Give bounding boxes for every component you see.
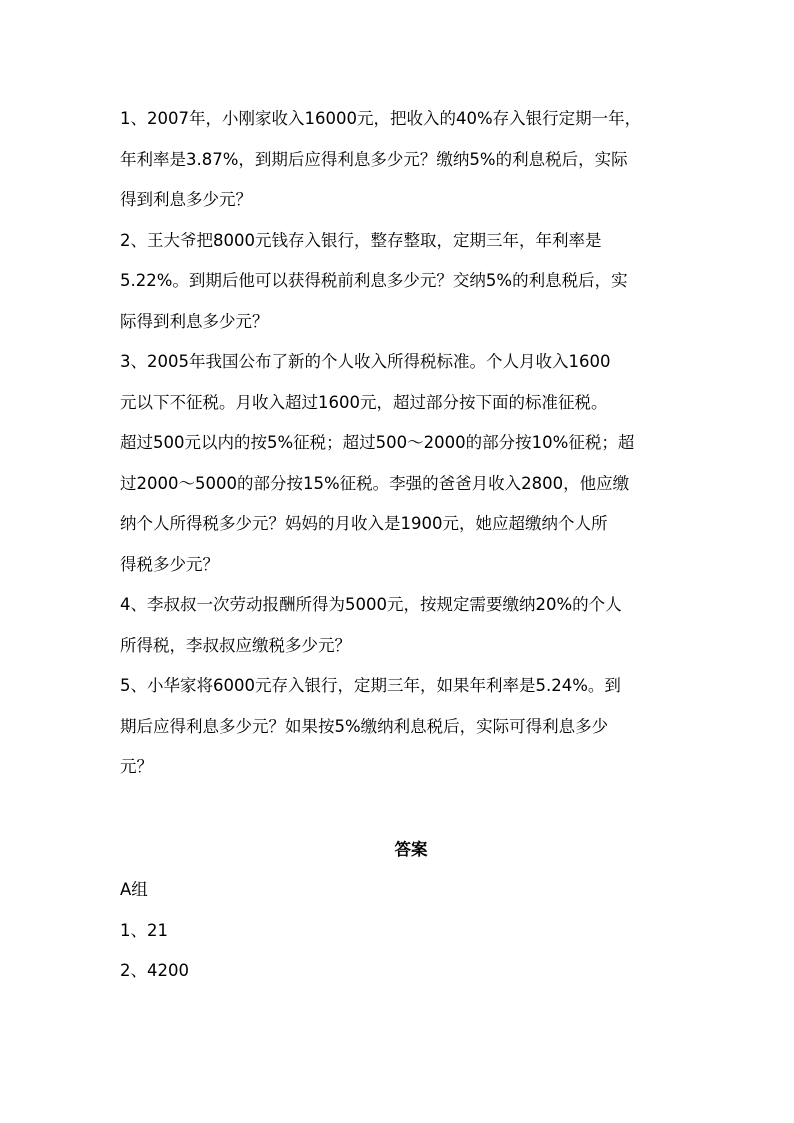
text-line: 元以下不征税。月收入超过1600元，超过部分按下面的标准征税。 xyxy=(120,392,608,412)
answers-section xyxy=(120,870,680,992)
question-3 xyxy=(120,342,680,585)
text-line: 3、2005年我国公布了新的个人收入所得税标准。个人月收入1600 xyxy=(120,352,611,371)
answer-item: 1、21 xyxy=(120,920,168,940)
section-spacer xyxy=(120,788,680,830)
question-2 xyxy=(120,221,680,343)
question-4 xyxy=(120,585,680,666)
text-line: 1、2007年，小刚家收入16000元，把收入的40%存入银行定期一年， xyxy=(120,109,642,128)
text-line: 2、王大爷把8000元钱存入银行，整存整取，定期三年，年利率是 xyxy=(120,230,602,250)
answers-heading: 答案 xyxy=(394,839,428,859)
text-line: 5.22%。到期后他可以获得税前利息多少元？交纳5%的利息税后，实 xyxy=(120,271,628,290)
text-line: 超过500元以内的按5%征税；超过500～2000的部分按10%征税；超 xyxy=(120,433,635,452)
question-1 xyxy=(120,99,680,221)
text-line: 得税多少元？ xyxy=(120,554,219,574)
text-line: 期后应得利息多少元？如果按5%缴纳利息税后，实际可得利息多少 xyxy=(120,716,609,736)
text-line: 5、小华家将6000元存入银行，定期三年，如果年利率是5.24%。到 xyxy=(120,676,621,695)
question-5 xyxy=(120,666,680,788)
text-line: 过2000～5000的部分按15%征税。李强的爸爸月收入2800，他应缴 xyxy=(120,473,630,493)
document-body xyxy=(120,99,680,992)
answer-group-label: A组 xyxy=(120,880,148,899)
text-line: 4、李叔叔一次劳动报酬所得为5000元，按规定需要缴纳20%的个人 xyxy=(120,595,622,614)
text-line: 际得到利息多少元？ xyxy=(120,311,269,331)
text-line: 所得税，李叔叔应缴税多少元？ xyxy=(120,635,351,655)
text-line: 元？ xyxy=(120,757,153,776)
text-line: 纳个人所得税多少元？妈妈的月收入是1900元，她应超缴纳个人所 xyxy=(120,514,608,533)
text-line: 得到利息多少元？ xyxy=(120,190,252,209)
answer-item: 2、4200 xyxy=(120,961,189,980)
text-line: 年利率是3.87%，到期后应得利息多少元？缴纳5%的利息税后，实际 xyxy=(120,149,628,169)
